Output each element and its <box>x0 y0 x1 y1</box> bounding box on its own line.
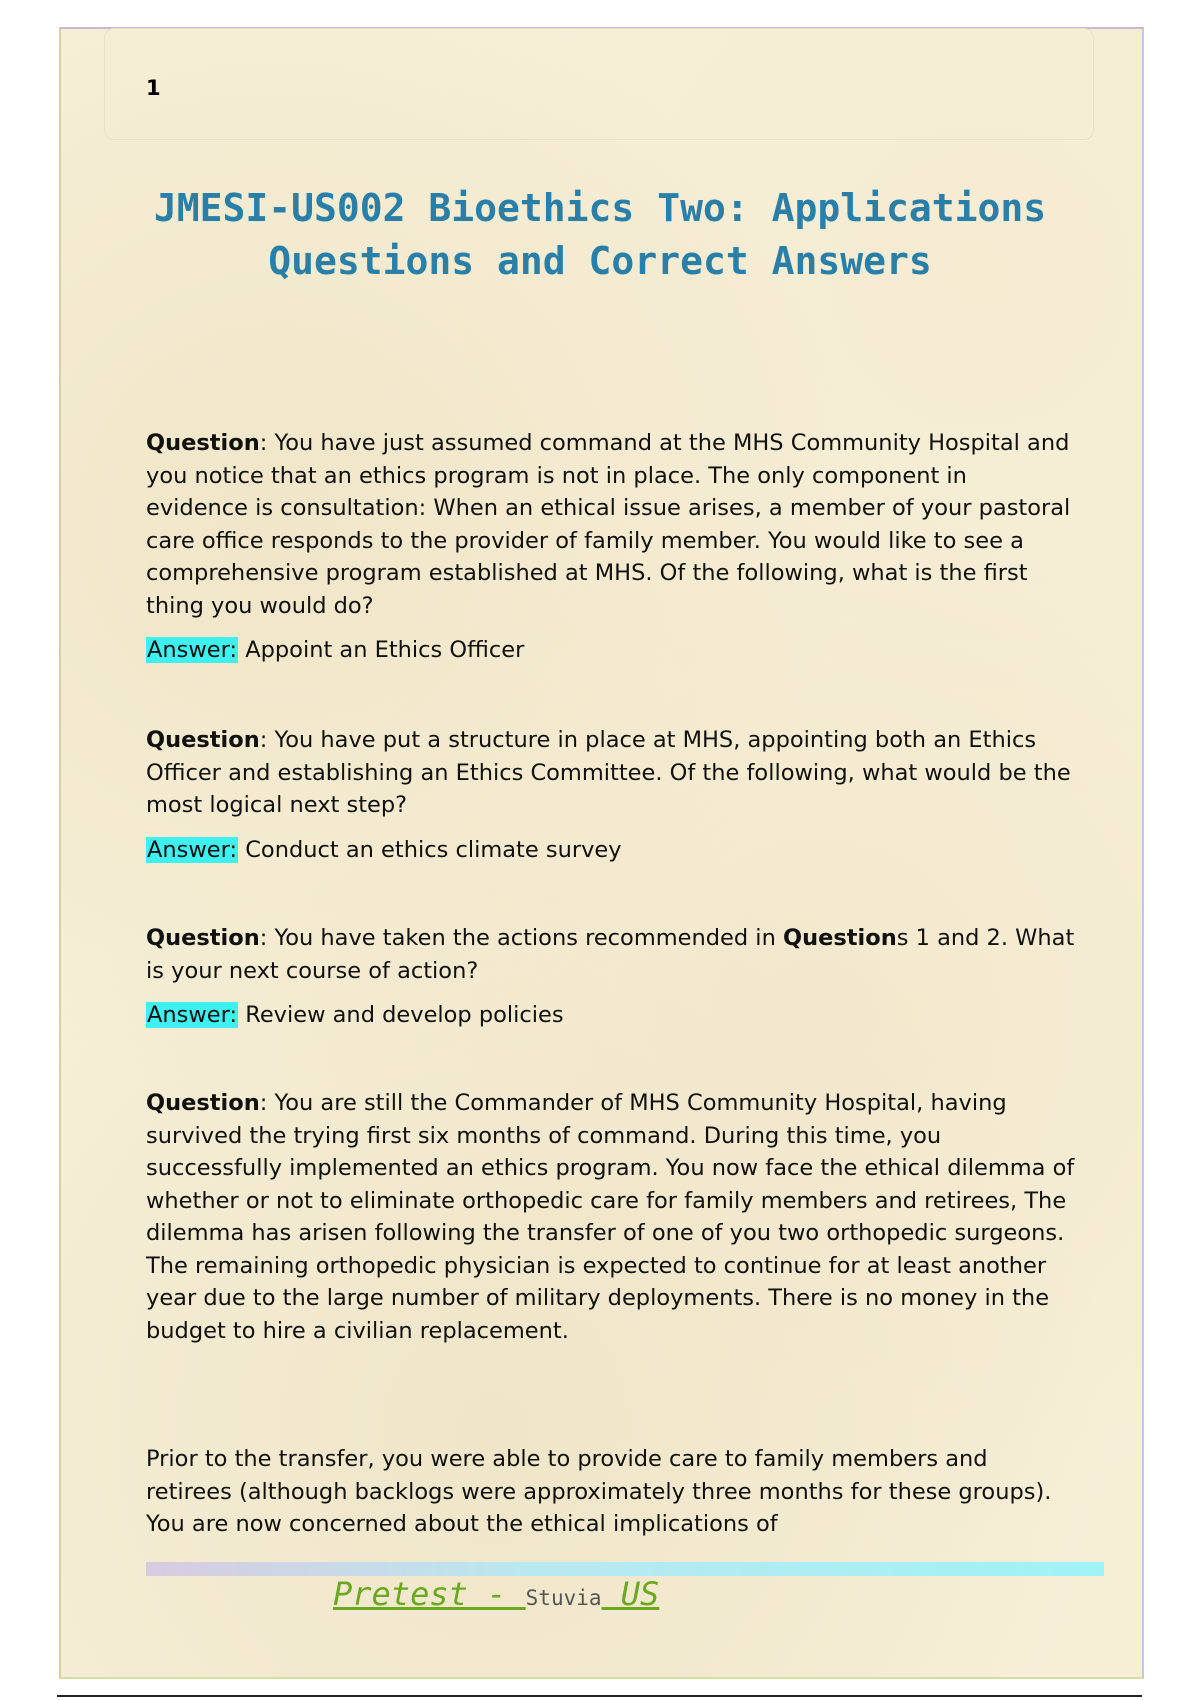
answer-text <box>146 999 1076 1032</box>
answer-label: Answer: <box>147 637 238 663</box>
question-text: Question: You have taken the actions recommended in Questions 1 and 2. What is your next course of action? <box>146 925 1075 984</box>
paragraph <box>146 1443 1076 1541</box>
answer-text <box>146 834 1076 867</box>
question-text: Question: You have just assumed command at the MHS Community Hospital and you notice that an ethics program is not in place. The only component in evidence is consultation: When an ethical issue arises, a member of your pastoral care office responds to the provider of family member. You would like to see a comprehensive program established at MHS. Of the following, what is the first thing you would do? <box>146 430 1071 619</box>
answer-label: Answer: <box>147 1002 238 1028</box>
page-bottom-divider <box>57 1695 1142 1697</box>
answer-body: Conduct an ethics climate survey <box>245 836 622 863</box>
question-text: Question: You are still the Commander of MHS Community Hospital, having survived the trying first six months of command. During this time, you successfully implemented an ethics program. You now face the ethical dilemma of whether or not to eliminate orthopedic care for family members and retirees, The dilemma has arisen following the transfer of one of you two orthopedic surgeons. The remaining orthopedic physician is expected to continue for at least another year due to the large number of military deployments. There is no money in the budget to hire a civilian replacement. <box>146 1090 1075 1344</box>
answer-body: Appoint an Ethics Officer <box>245 637 525 663</box>
question-text: Question: You have put a structure in place at MHS, appointing both an Ethics Officer and establishing an Ethics Committee. Of the following, what would be the most logical next step? <box>146 727 1071 818</box>
answer-body: Review and develop policies <box>245 1002 564 1028</box>
question-label: Question <box>146 925 260 951</box>
page-number: 1 <box>146 76 161 100</box>
question-label: Question <box>146 430 260 456</box>
document-title: JMESI-US002 Bioethics Two: Applications Questions and Correct Answers <box>153 186 1047 283</box>
footer-brand-stuvia: Stuvia <box>525 1586 602 1610</box>
question-inline-bold: Question <box>782 925 897 951</box>
qa-item <box>146 922 1076 1032</box>
footer-brand-us: US <box>601 1575 660 1613</box>
qa-item <box>146 1087 1076 1347</box>
question-body-end: s 1 and 2. What is your next course of action? <box>146 925 1075 984</box>
paragraph-text: Prior to the transfer, you were able to provide care to family members and retirees (although backlogs were approximately three months for these groups). You are now concerned about the ethical implications of <box>146 1446 1052 1537</box>
question-body: You are still the Commander of MHS Community Hospital, having survived the trying first six months of command. During this time, you successfully implemented an ethics program. You now face the ethical dilemma of whether or not to eliminate orthopedic care for family members and retirees, The dilemma has arisen following the transfer of one of you two orthopedic surgeons. The remaining orthopedic physician is expected to continue for at least another year due to the large number of military deployments. There is no money in the budget to hire a civilian replacement. <box>146 1090 1075 1344</box>
qa-item <box>146 724 1076 866</box>
answer-label: Answer: <box>147 836 238 863</box>
answer-text <box>146 634 1076 667</box>
footer-brand-pretest: Pretest - <box>333 1575 526 1613</box>
qa-item <box>146 427 1076 667</box>
question-body: You have taken the actions recommended in <box>274 925 783 951</box>
footer-brand[interactable] <box>333 1575 659 1613</box>
question-body: You have put a structure in place at MHS, appointing both an Ethics Officer and establishing an Ethics Committee. Of the following, what would be the most logical next step? <box>146 727 1071 818</box>
question-label: Question <box>146 727 260 753</box>
question-body: You have just assumed command at the MHS Community Hospital and you notice that an ethics program is not in place. The only component in evidence is consultation: When an ethical issue arises, a member of your pastoral care office responds to the provider of family member. You would like to see a comprehensive program established at MHS. Of the following, what is the first thing you would do? <box>146 430 1071 619</box>
footer-rule <box>146 1562 1104 1576</box>
question-label: Question <box>146 1090 260 1116</box>
page-header <box>104 28 1094 140</box>
